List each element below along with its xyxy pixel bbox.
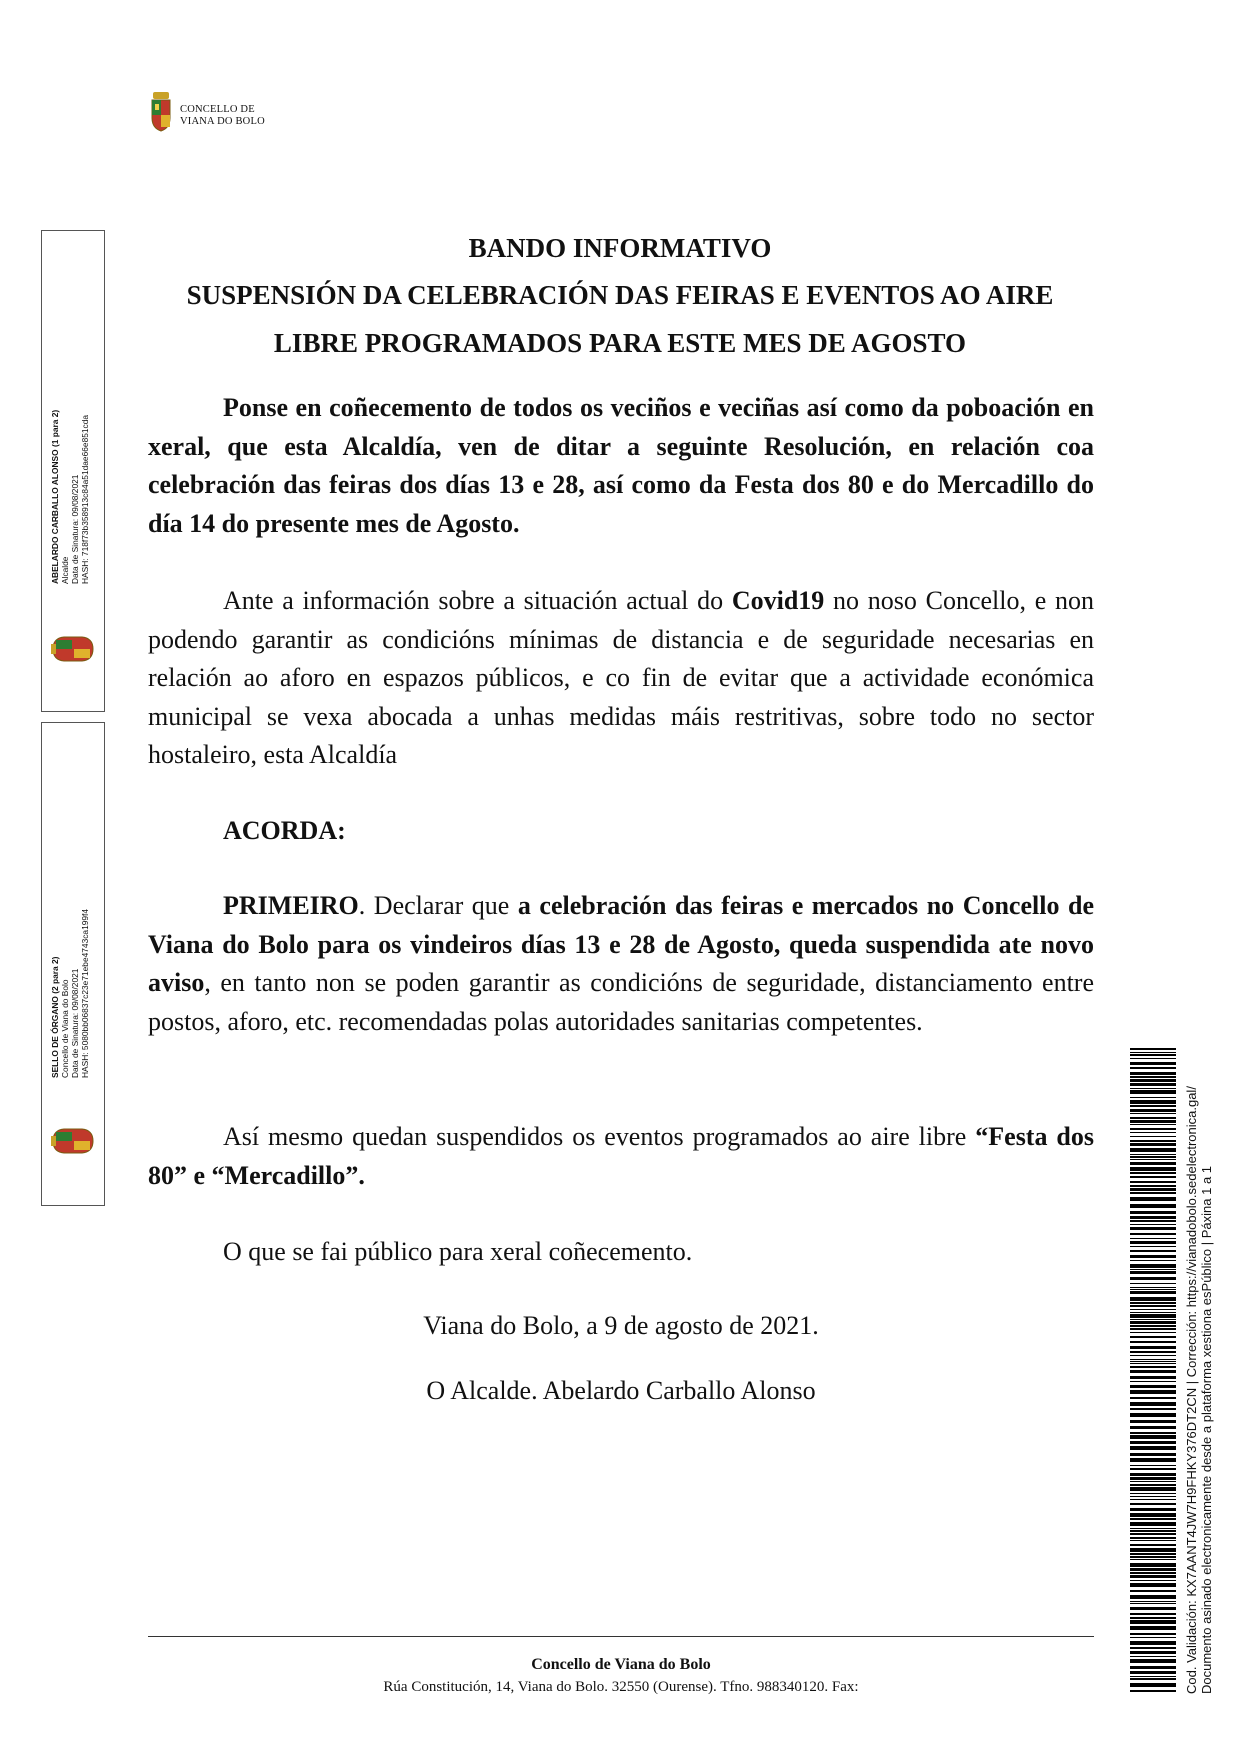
first-resolution-text-a: . Declarar que xyxy=(358,891,518,920)
barcode-bar xyxy=(1130,1332,1176,1333)
council-logo xyxy=(150,92,290,134)
barcode-bar xyxy=(1130,1250,1176,1252)
barcode-bar xyxy=(1130,1508,1176,1511)
barcode-bar xyxy=(1130,1601,1176,1602)
barcode-bar xyxy=(1130,1140,1176,1142)
barcode-bar xyxy=(1130,1128,1176,1130)
barcode-bar xyxy=(1130,1113,1176,1114)
barcode-bar xyxy=(1130,1690,1176,1692)
barcode-bar xyxy=(1130,1446,1176,1450)
signatory: O Alcalde. Abelardo Carballo Alonso xyxy=(426,1376,816,1405)
barcode-bar xyxy=(1130,1671,1176,1674)
barcode-bar xyxy=(1130,1432,1176,1434)
signature-hash: HASH: 5080bb06837c23e71ebe4743ca199f4 xyxy=(80,908,90,1078)
barcode-bar xyxy=(1130,1067,1176,1069)
barcode-bar xyxy=(1130,1143,1176,1146)
signature-role: Alcalde xyxy=(60,556,70,584)
barcode-bar xyxy=(1130,1385,1176,1388)
barcode-bar xyxy=(1130,1499,1176,1500)
barcode-bar xyxy=(1130,1211,1176,1214)
barcode-bar xyxy=(1130,1408,1176,1410)
barcode-bar xyxy=(1130,1336,1176,1338)
resolution-heading xyxy=(148,812,1094,851)
barcode-bar xyxy=(1130,1458,1176,1462)
events-text: Así mesmo quedan suspendidos os eventos programados ao aire libre xyxy=(223,1122,976,1151)
barcode-bar xyxy=(1130,1283,1176,1284)
barcode-bar xyxy=(1130,1580,1176,1581)
validation-line-1: Cod. Validación: KX7AANT4JW7H9FHKY376DT2CN | Corrección: https://vianadobolo.sedelectronica.gal/ xyxy=(1184,1086,1199,1694)
barcode-bar xyxy=(1130,1048,1176,1050)
barcode-bar xyxy=(1130,1553,1176,1555)
barcode-bar xyxy=(1130,1363,1176,1364)
barcode-bar xyxy=(1130,1227,1176,1230)
barcode-bar xyxy=(1130,1233,1176,1235)
barcode-bar xyxy=(1130,1530,1176,1532)
barcode-bar xyxy=(1130,1148,1176,1152)
place-date: Viana do Bolo, a 9 de agosto de 2021. xyxy=(423,1311,819,1340)
barcode-bar xyxy=(1130,1496,1176,1497)
barcode-bar xyxy=(1130,1319,1176,1320)
signature-text-mayor xyxy=(50,410,90,584)
barcode-bar xyxy=(1130,1156,1176,1158)
barcode-bar xyxy=(1130,1271,1176,1274)
barcode-bar xyxy=(1130,1656,1176,1657)
footer-divider xyxy=(148,1636,1094,1637)
barcode-bar xyxy=(1130,1641,1176,1645)
barcode-bar xyxy=(1130,1062,1176,1065)
paragraph-events xyxy=(148,1118,1094,1195)
barcode-bar xyxy=(1130,1537,1176,1539)
barcode-bar xyxy=(1130,1192,1176,1194)
barcode-bar xyxy=(1130,1287,1176,1288)
barcode-bar xyxy=(1130,1397,1176,1399)
barcode-bar xyxy=(1130,1583,1176,1587)
barcode-bar xyxy=(1130,1197,1176,1201)
barcode-bar xyxy=(1130,1220,1176,1222)
barcode-bar xyxy=(1130,1402,1176,1406)
barcode-bar xyxy=(1130,1083,1176,1086)
signature-title: ABELARDO CARBALLO ALONSO (1 para 2) xyxy=(50,409,60,584)
coat-of-arms-icon xyxy=(50,634,96,664)
validation-line-2: Documento asinado electronicamente desde a plataforma xestiona esPúblico | Páxina 1 a 1 xyxy=(1199,1165,1214,1694)
signature-hash: HASH: 718f73b358913c84a51dae66e851cda xyxy=(80,414,90,584)
barcode-bar xyxy=(1130,1572,1176,1574)
barcode-bar xyxy=(1130,1659,1176,1663)
barcode-bar xyxy=(1130,1361,1176,1362)
barcode-bar xyxy=(1130,1079,1176,1082)
barcode-bar xyxy=(1130,1185,1176,1187)
validation-barcode xyxy=(1130,1048,1176,1694)
barcode-bar xyxy=(1130,1503,1176,1505)
events-names: “Festa dos 80” e “Mercadillo”. xyxy=(148,1122,1094,1190)
barcode-bar xyxy=(1130,1376,1176,1379)
signature-text-seal xyxy=(50,909,90,1078)
footer-council-name: Concello de Viana do Bolo xyxy=(531,1656,711,1673)
barcode-bar xyxy=(1130,1346,1176,1349)
barcode-bar xyxy=(1130,1117,1176,1119)
barcode-bar xyxy=(1130,1341,1176,1343)
barcode-bar xyxy=(1130,1277,1176,1280)
barcode-bar xyxy=(1130,1676,1176,1677)
paragraph-context-text-b: no noso Concello, e non podendo garantir as condicións mínimas de distancia e de seguridade necesarias en relación ao aforo en espazos públicos, e co fin de evitar que a actividade económica municipal se vexa abocada a unhas medidas máis restritivas, sobre todo no sector hostaleiro, esta Alcaldía xyxy=(148,586,1094,769)
barcode-bar xyxy=(1130,1481,1176,1482)
barcode-bar xyxy=(1130,1568,1176,1571)
barcode-bar xyxy=(1130,1413,1176,1417)
barcode-bar xyxy=(1130,1090,1176,1094)
barcode-bar xyxy=(1130,1477,1176,1480)
barcode-bar xyxy=(1130,1487,1176,1491)
barcode-bar xyxy=(1130,1518,1176,1520)
barcode-bar xyxy=(1130,1255,1176,1258)
barcode-bar xyxy=(1130,1328,1176,1330)
logo-line-2: VIANA DO BOLO xyxy=(180,116,265,127)
barcode-bar xyxy=(1130,1264,1176,1268)
barcode-bar xyxy=(1130,1522,1176,1526)
barcode-bar xyxy=(1130,1575,1176,1578)
barcode-bar xyxy=(1130,1548,1176,1552)
barcode-bar xyxy=(1130,1238,1176,1239)
barcode-bar xyxy=(1130,1493,1176,1494)
barcode-bar xyxy=(1130,1297,1176,1301)
paragraph-announcement-text: Ponse en coñecemento de todos os veciños e veciñas así como da poboación en xeral, que esta Alcaldía, ven de ditar a seguinte Resolución, en relación coa celebración das feiras dos días 13 e 28, así como da Festa dos 80 e do Mercadillo do día 14 do presente mes de Agosto. xyxy=(148,393,1094,538)
barcode-bar xyxy=(1130,1172,1176,1174)
barcode-bar xyxy=(1130,1181,1176,1183)
barcode-bar xyxy=(1130,1513,1176,1517)
barcode-bar xyxy=(1130,1647,1176,1649)
barcode-bar xyxy=(1130,1603,1176,1604)
document-subtitle-line-2: LIBRE PROGRAMADOS PARA ESTE MES DE AGOSTO xyxy=(273,328,967,358)
barcode-bar xyxy=(1130,1216,1176,1219)
validation-text xyxy=(1184,1086,1214,1694)
barcode-bar xyxy=(1130,1120,1176,1123)
first-resolution-bold: a celebración das feiras e mercados no Concello de Viana do Bolo para os vindeiros días 13 e 28 de Agosto, queda suspendida ate novo aviso xyxy=(148,891,1094,997)
barcode-bar xyxy=(1130,1390,1176,1394)
document-subtitle-line-1: SUSPENSIÓN DA CELEBRACIÓN DAS FEIRAS E EVENTOS AO AIRE xyxy=(186,280,1054,310)
paragraph-context-text-a: Ante a información sobre a situación actual do xyxy=(223,586,732,615)
barcode-bar xyxy=(1130,1590,1176,1592)
barcode-bar xyxy=(1130,1154,1176,1155)
barcode-bar xyxy=(1130,1136,1176,1137)
covid-term: Covid19 xyxy=(731,586,825,615)
signature-date: Data de Sinatura: 09/08/2021 xyxy=(70,968,80,1078)
coat-of-arms-icon xyxy=(50,1126,96,1156)
barcode-bar xyxy=(1130,1305,1176,1307)
barcode-bar xyxy=(1130,1435,1176,1439)
barcode-bar xyxy=(1130,1533,1176,1535)
barcode-bar xyxy=(1130,1620,1176,1624)
barcode-bar xyxy=(1130,1468,1176,1470)
barcode-bar xyxy=(1130,1613,1176,1615)
signature-role: Concello de Viana do Bolo xyxy=(60,979,70,1078)
document-title: BANDO INFORMATIVO xyxy=(468,233,772,263)
barcode-bar xyxy=(1130,1351,1176,1353)
barcode-bar xyxy=(1130,1246,1176,1247)
barcode-bar xyxy=(1130,1314,1176,1318)
barcode-bar xyxy=(1130,1426,1176,1429)
barcode-bar xyxy=(1130,1420,1176,1423)
barcode-bar xyxy=(1130,1224,1176,1225)
barcode-bar xyxy=(1130,1359,1176,1360)
paragraph-context xyxy=(148,582,1094,775)
barcode-bar xyxy=(1130,1484,1176,1486)
barcode-bar xyxy=(1130,1637,1176,1638)
barcode-bar xyxy=(1130,1366,1176,1368)
barcode-bar xyxy=(1130,1556,1176,1558)
barcode-bar xyxy=(1130,1088,1176,1089)
barcode-bar xyxy=(1130,1381,1176,1382)
barcode-bar xyxy=(1130,1617,1176,1619)
signature-box-seal xyxy=(41,722,105,1206)
paragraph-first-resolution xyxy=(148,887,1094,1041)
barcode-bar xyxy=(1130,1633,1176,1635)
barcode-bar xyxy=(1130,1302,1176,1304)
barcode-bar xyxy=(1130,1312,1176,1313)
barcode-bar xyxy=(1130,1544,1176,1546)
barcode-bar xyxy=(1130,1441,1176,1444)
signature-box-mayor xyxy=(41,230,105,712)
barcode-bar xyxy=(1130,1355,1176,1356)
barcode-bar xyxy=(1130,1528,1176,1529)
signature-title: SELLO DE ÓRGANO (2 para 2) xyxy=(50,956,60,1078)
barcode-bar xyxy=(1130,1054,1176,1056)
barcode-bar xyxy=(1130,1132,1176,1133)
barcode-bar xyxy=(1130,1607,1176,1610)
barcode-bar xyxy=(1130,1097,1176,1098)
barcode-bar xyxy=(1130,1076,1176,1078)
barcode-bar xyxy=(1130,1678,1176,1680)
barcode-bar xyxy=(1130,1321,1176,1324)
barcode-bar xyxy=(1130,1072,1176,1075)
barcode-bar xyxy=(1130,1176,1176,1178)
resolution-heading-text: ACORDA: xyxy=(223,816,346,845)
barcode-bar xyxy=(1130,1100,1176,1104)
paragraph-closing xyxy=(148,1233,1094,1272)
barcode-bar xyxy=(1130,1109,1176,1112)
barcode-bar xyxy=(1130,1162,1176,1165)
barcode-bar xyxy=(1130,1666,1176,1669)
barcode-bar xyxy=(1130,1683,1176,1687)
barcode-bar xyxy=(1130,1058,1176,1059)
barcode-bar xyxy=(1130,1473,1176,1476)
barcode-bar xyxy=(1130,1651,1176,1654)
barcode-bar xyxy=(1130,1241,1176,1244)
barcode-bar xyxy=(1130,1167,1176,1171)
barcode-bar xyxy=(1130,1563,1176,1567)
barcode-bar xyxy=(1130,1626,1176,1630)
barcode-bar xyxy=(1130,1291,1176,1294)
barcode-bar xyxy=(1130,1370,1176,1373)
first-resolution-label: PRIMEIRO xyxy=(223,891,359,920)
barcode-bar xyxy=(1130,1325,1176,1327)
barcode-bar xyxy=(1130,1159,1176,1160)
barcode-bar xyxy=(1130,1453,1176,1456)
logo-line-1: CONCELLO DE xyxy=(180,104,255,115)
coat-of-arms-icon xyxy=(150,92,172,132)
barcode-bar xyxy=(1130,1052,1176,1053)
barcode-bar xyxy=(1130,1289,1176,1290)
closing-text: O que se fai público para xeral coñecemento. xyxy=(223,1237,693,1266)
signature-date: Data de Sinatura: 09/08/2021 xyxy=(70,474,80,584)
paragraph-announcement xyxy=(148,389,1094,543)
barcode-bar xyxy=(1130,1124,1176,1125)
barcode-bar xyxy=(1130,1465,1176,1466)
first-resolution-text-b: , en tanto non se poden garantir as condicións de seguridade, distanciamento entre postos, aforo, etc. recomendadas polas autoridades sanitarias competentes. xyxy=(148,968,1094,1036)
barcode-bar xyxy=(1130,1309,1176,1310)
barcode-bar xyxy=(1130,1260,1176,1261)
barcode-bar xyxy=(1130,1559,1176,1560)
footer-address: Rúa Constitución, 14, Viana do Bolo. 32550 (Ourense). Tfno. 988340120. Fax: xyxy=(383,1679,859,1695)
barcode-bar xyxy=(1130,1595,1176,1599)
barcode-bar xyxy=(1130,1105,1176,1107)
barcode-bar xyxy=(1130,1188,1176,1191)
barcode-bar xyxy=(1130,1269,1176,1270)
barcode-bar xyxy=(1130,1540,1176,1541)
barcode-bar xyxy=(1130,1204,1176,1208)
